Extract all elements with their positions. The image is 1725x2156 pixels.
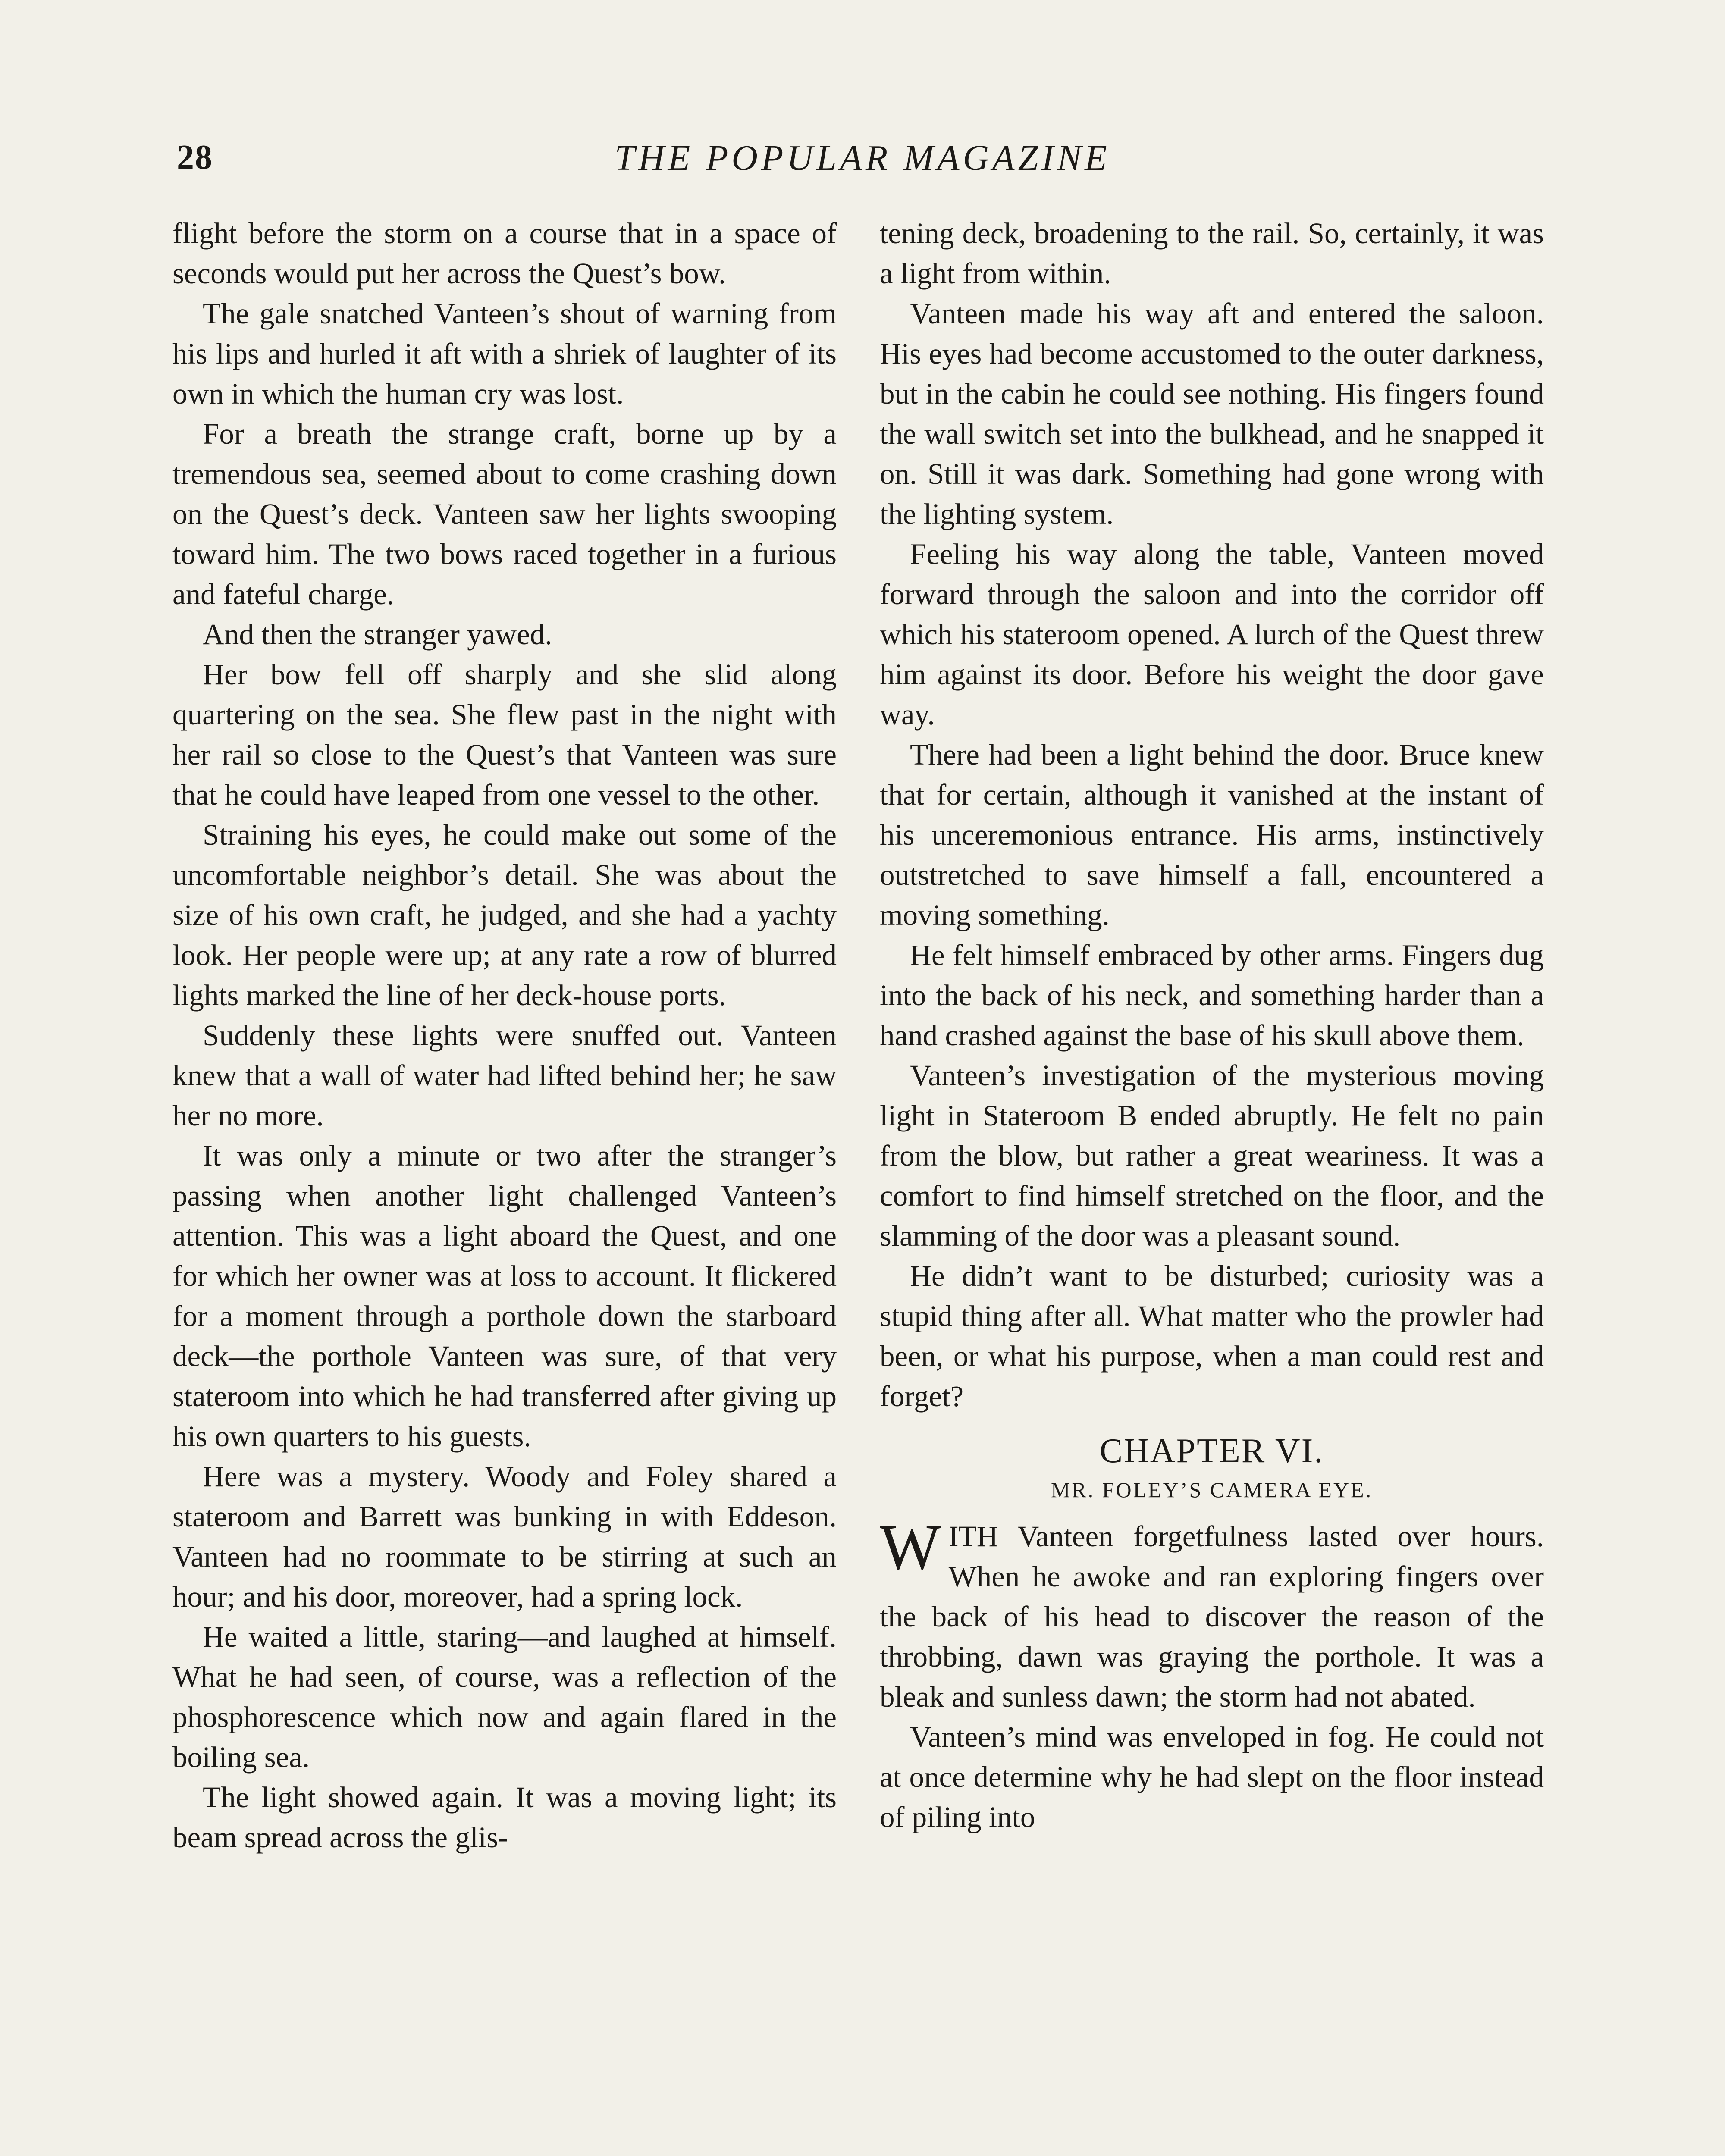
paragraph: Feeling his way along the table, Vanteen moved forward through the saloon and into the corridor off which his stateroom opened. A lurch of the Quest threw him against its door. Before his weight the door gave way. xyxy=(880,538,1544,731)
opening-text: ITH Vanteen forgetfulness lasted over hours. When he awoke and ran exploring fingers over the back of his head to discover the reason of the throbbing, dawn was graying the porthole. It was a bleak and sunless dawn; the storm had not abated. xyxy=(880,1520,1544,1713)
chapter-title: CHAPTER VI. xyxy=(1099,1432,1324,1470)
paragraph: Straining his eyes, he could make out some of the uncomfortable neighbor’s detail. She was about the size of his own craft, he judged, and she had a yachty look. Her people were up; at any rate a row of blurred lights marked the line of her deck-house ports. xyxy=(172,818,837,1012)
running-head: THE POPULAR MAGAZINE xyxy=(615,138,1110,178)
paragraph: Suddenly these lights were snuffed out. Vanteen knew that a wall of water had lifted behind her; he saw her no more. xyxy=(172,1019,837,1132)
paragraph: He didn’t want to be disturbed; curiosity was a stupid thing after all. What matter who the prowler had been, or what his purpose, when a man could rest and forget? xyxy=(880,1260,1544,1413)
page-number: 28 xyxy=(177,138,213,176)
paragraph: There had been a light behind the door. Bruce knew that for certain, although it vanished at the instant of his unceremonious entrance. His arms, instinctively outstretched to save himself a fall, encountered a moving something. xyxy=(880,738,1544,931)
paragraph: tening deck, broadening to the rail. So, certainly, it was a light from within. xyxy=(880,217,1544,290)
paragraph: He felt himself embraced by other arms. Fingers dug into the back of his neck, and something harder than a hand crashed against the base of his skull above them. xyxy=(880,939,1544,1052)
paragraph: He waited a little, staring—and laughed at himself. What he had seen, of course, was a reflection of the phosphorescence which now and again flared in the boiling sea. xyxy=(172,1620,837,1774)
paragraph: Vanteen made his way aft and entered the saloon. His eyes had become accustomed to the outer darkness, but in the cabin he could see nothing. His fingers found the wall switch set into the bulkhead, and he snapped it on. Still it was dark. Something had gone wrong with the lighting system. xyxy=(880,297,1544,530)
paragraph: It was only a minute or two after the stranger’s passing when another light challenged Vanteen’s attention. This was a light aboard the Quest, and one for which her owner was at loss to account. It flickered for a moment through a porthole down the starboard deck—the porthole Vanteen was sure, of that very stateroom into which he had transferred after giving up his own quarters to his guests. xyxy=(172,1139,837,1453)
paragraph: For a breath the strange craft, borne up by a tremendous sea, seemed about to come crashing down on the Quest’s deck. Vanteen saw her lights swooping toward him. The two bows raced together in a furious and fateful charge. xyxy=(172,417,837,611)
paragraph: Her bow fell off sharply and she slid along quartering on the sea. She flew past in the night with her rail so close to the Quest’s that Vanteen was sure that he could have leaped from one vessel to the other. xyxy=(172,658,837,811)
chapter-opening-paragraph xyxy=(880,1511,1544,1717)
right-column xyxy=(880,213,1544,1837)
paragraph: The gale snatched Vanteen’s shout of warning from his lips and hurled it aft with a shriek of laughter of its own in which the human cry was lost. xyxy=(172,297,837,410)
paragraph: And then the stranger yawed. xyxy=(203,618,552,651)
paragraph: Vanteen’s investigation of the mysterious moving light in Stateroom B ended abruptly. He felt no pain from the blow, but rather a great weariness. It was a comfort to find himself stretched on the floor, and the slamming of the door was a pleasant sound. xyxy=(880,1059,1544,1252)
paragraph: flight before the storm on a course that in a space of seconds would put her across the Quest’s bow. xyxy=(172,217,837,290)
paragraph: The light showed again. It was a moving light; its beam spread across the glis- xyxy=(172,1781,837,1854)
drop-cap: W xyxy=(880,1511,941,1583)
left-column xyxy=(172,213,837,1858)
chapter-subtitle: MR. FOLEY’S CAMERA EYE. xyxy=(1051,1478,1373,1502)
paragraph: Here was a mystery. Woody and Foley shared a stateroom and Barrett was bunking in with Eddeson. Vanteen had no roommate to be stirring at such an hour; and his door, moreover, had a spring lock. xyxy=(172,1460,837,1613)
paragraph: Vanteen’s mind was enveloped in fog. He could not at once determine why he had slept on the floor instead of piling into xyxy=(880,1720,1544,1833)
